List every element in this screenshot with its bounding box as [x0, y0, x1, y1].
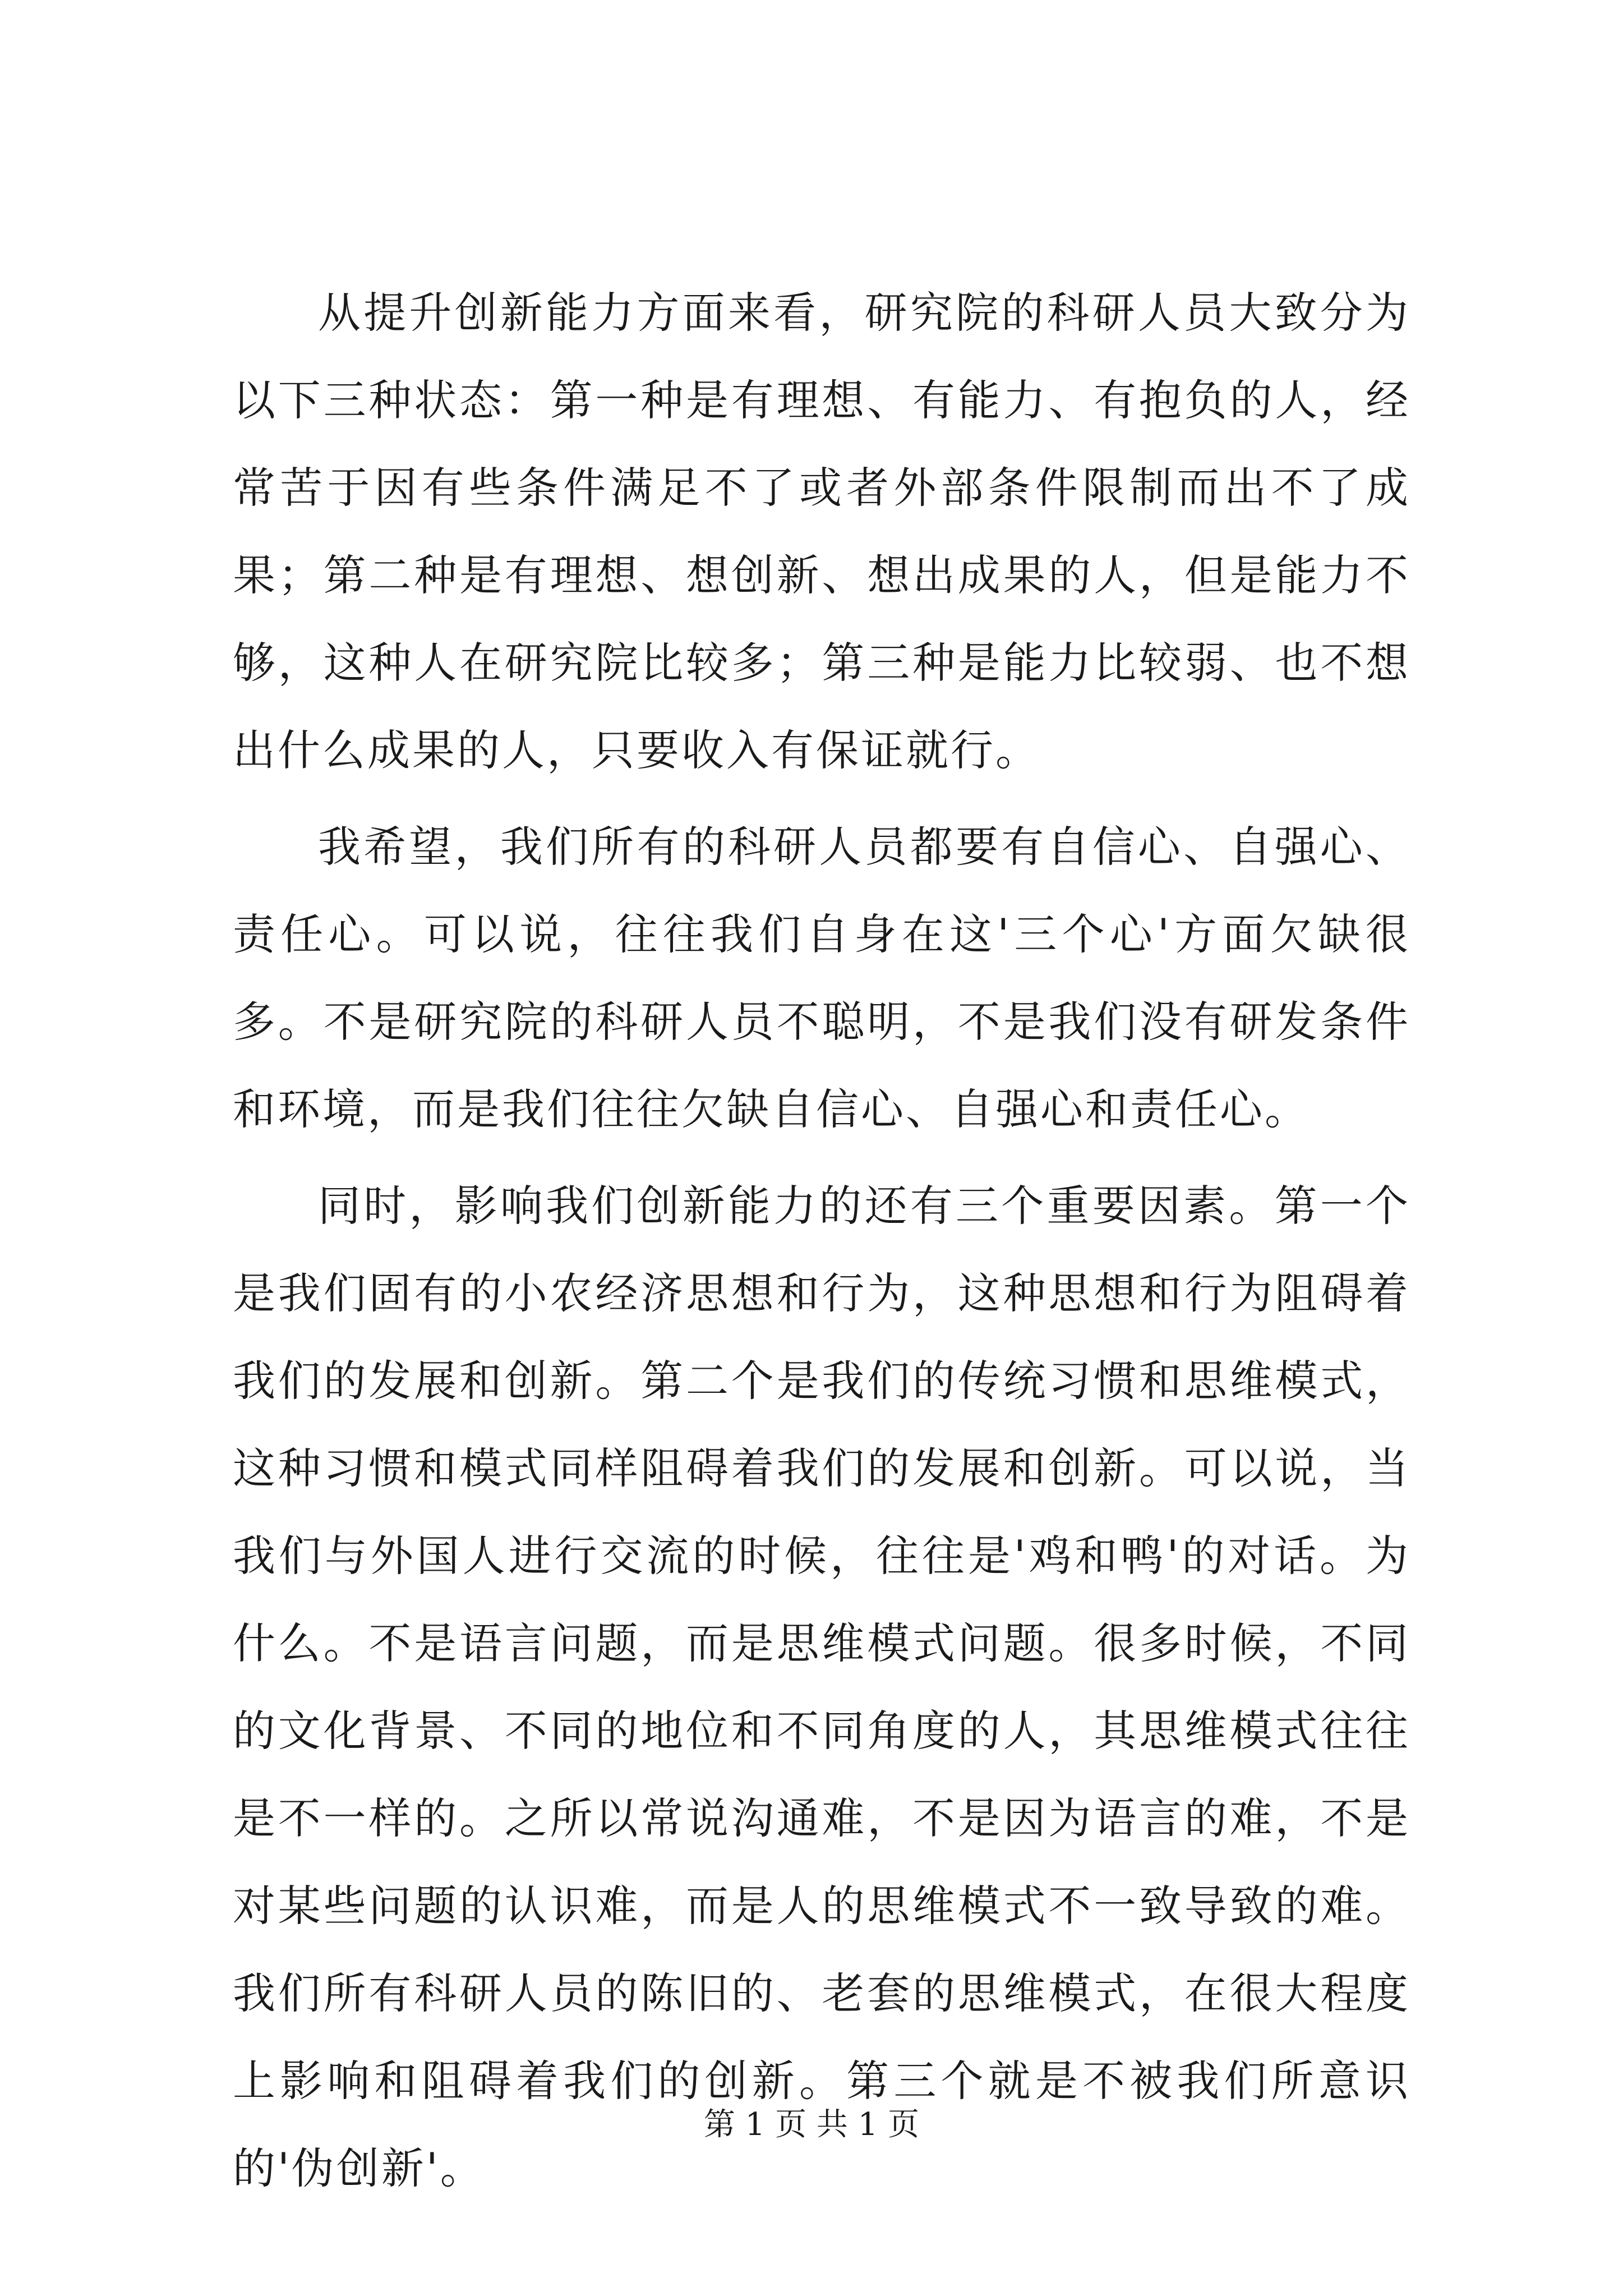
paragraph-3: 同时，影响我们创新能力的还有三个重要因素。第一个是我们固有的小农经济思想和行为，这种思想和行为阻碍着我们的发展和创新。第二个是我们的传统习惯和思维模式，这种习惯和模式同样阻碍着我们的发展和创新。可以说，当我们与外国人进行交流的时候，往往是'鸡和鸭'的对话。为什么。不是语言问题，而是思维模式问题。很多时候，不同的文化背景、不同的地位和不同角度的人，其思维模式往往是不一样的。之所以常说沟通难，不是因为语言的难，不是对某些问题的认识难，而是人的思维模式不一致导致的难。我们所有科研人员的陈旧的、老套的思维模式，在很大程度上影响和阻碍着我们的创新。第三个就是不被我们所意识的'伪创新'。	[233, 1181, 1410, 2193]
document-body	[233, 269, 1410, 2221]
paragraph-1: 从提升创新能力方面来看，研究院的科研人员大致分为以下三种状态：第一种是有理想、有能力、有抱负的人，经常苦于因有些条件满足不了或者外部条件限制而出不了成果；第二种是有理想、想创新、想出成果的人，但是能力不够，这种人在研究院比较多；第三种是能力比较弱、也不想出什么成果的人，只要收入有保证就行。	[233, 288, 1410, 775]
page-number-footer: 第 1 页 共 1 页	[703, 2106, 920, 2143]
paragraph-2: 我希望，我们所有的科研人员都要有自信心、自强心、责任心。可以说，往往我们自身在这'三个心'方面欠缺很多。不是研究院的科研人员不聪明，不是我们没有研发条件和环境，而是我们往往欠缺自信心、自强心和责任心。	[233, 822, 1410, 1134]
